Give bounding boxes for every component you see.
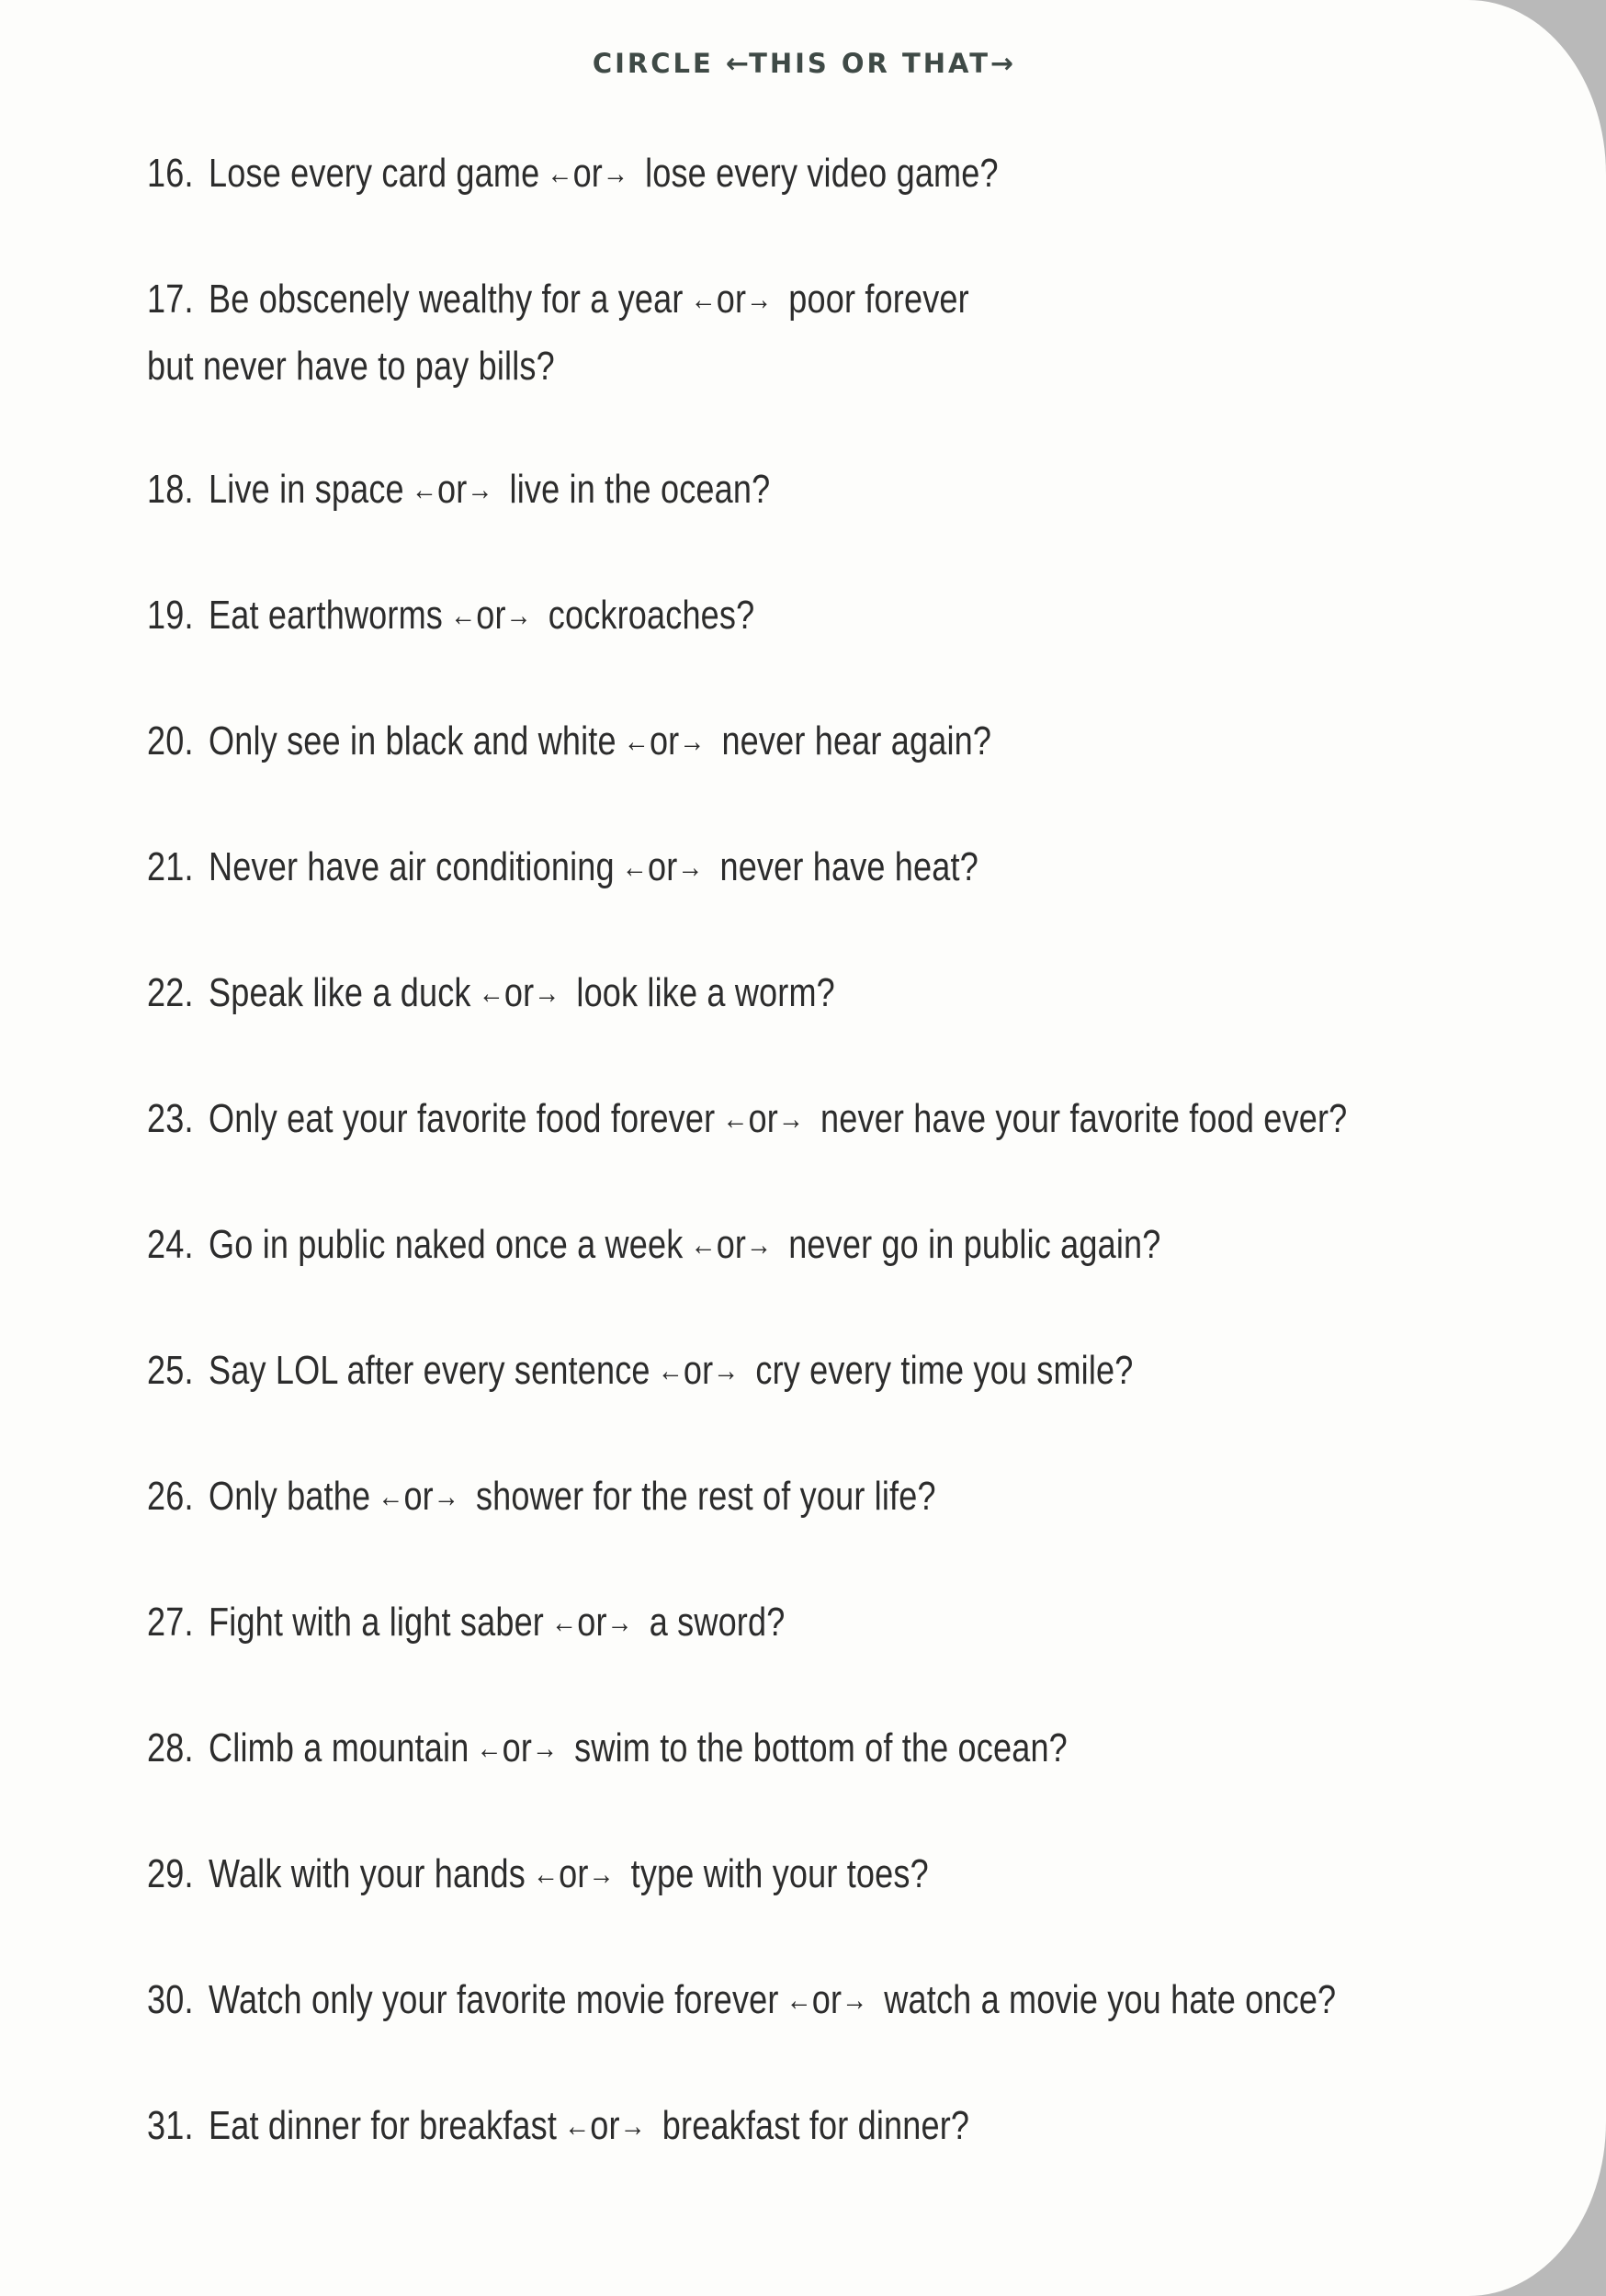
or-separator (533, 1842, 615, 1909)
or-label: or (572, 151, 603, 196)
option-this[interactable]: Say LOL after every sentence (209, 1348, 650, 1393)
option-this[interactable]: Go in public naked once a week (209, 1222, 684, 1267)
option-that[interactable]: watch a movie you hate once? (884, 1977, 1337, 2022)
right-arrow-icon: → (677, 850, 704, 885)
right-arrow-icon: → (467, 472, 493, 507)
option-that[interactable]: swim to the bottom of the ocean? (574, 1725, 1068, 1770)
or-label: or (649, 718, 680, 763)
right-arrow-icon: → (746, 282, 773, 317)
or-separator (691, 267, 773, 334)
option-that[interactable]: look like a worm? (576, 970, 835, 1015)
left-arrow-icon: ← (690, 282, 717, 317)
option-that[interactable]: never have heat? (719, 844, 978, 889)
or-separator (658, 1339, 740, 1406)
option-that[interactable]: cry every time you smile? (755, 1348, 1134, 1393)
left-arrow-icon: ← (564, 2109, 591, 2143)
question-number: 23. (147, 1096, 194, 1141)
left-arrow-icon: ← (478, 976, 504, 1011)
page-header (0, 48, 1606, 80)
or-label: or (590, 2103, 620, 2148)
option-this[interactable]: Never have air conditioning (209, 844, 615, 889)
question-number: 31. (147, 2103, 194, 2148)
header-word-this: THIS (749, 48, 830, 79)
left-arrow-icon: ← (450, 598, 477, 633)
question-number: 28. (147, 1725, 194, 1770)
left-arrow-icon: ← (722, 1102, 749, 1137)
question-item (147, 1339, 1262, 1406)
or-separator (722, 1087, 804, 1154)
left-arrow-icon: ← (551, 1605, 578, 1640)
question-item (147, 835, 1262, 902)
option-that[interactable]: a sword? (649, 1600, 786, 1645)
left-arrow-icon: ← (411, 472, 438, 507)
header-right-arrow-icon: → (990, 48, 1014, 80)
option-this[interactable]: Live in space (209, 467, 404, 512)
header-word-that: THAT (902, 48, 991, 79)
header-left-arrow-icon: ← (725, 48, 750, 80)
option-that[interactable]: never go in public again? (788, 1222, 1161, 1267)
or-label: or (716, 277, 747, 322)
question-item (147, 1590, 1262, 1657)
or-separator (477, 1716, 559, 1783)
option-that-continuation[interactable]: but never have to pay bills? (147, 344, 555, 389)
or-label: or (437, 467, 468, 512)
or-separator (691, 1213, 773, 1280)
option-this[interactable]: Only bathe (209, 1474, 371, 1519)
question-number: 16. (147, 151, 194, 196)
right-arrow-icon: → (532, 1731, 559, 1766)
question-number: 20. (147, 718, 194, 763)
header-word-circle: CIRCLE (592, 48, 714, 79)
question-number: 30. (147, 1977, 194, 2022)
question-item (147, 961, 1262, 1028)
right-arrow-icon: → (679, 724, 706, 759)
or-label: or (748, 1096, 778, 1141)
question-number: 24. (147, 1222, 194, 1267)
option-this[interactable]: Climb a mountain (209, 1725, 469, 1770)
question-number: 29. (147, 1851, 194, 1896)
question-item (147, 583, 1262, 650)
question-item (147, 1716, 1262, 1783)
option-this[interactable]: Speak like a duck (209, 970, 471, 1015)
right-arrow-icon: → (602, 156, 629, 191)
question-number: 27. (147, 1600, 194, 1645)
option-this[interactable]: Only eat your favorite food forever (209, 1096, 716, 1141)
question-number: 18. (147, 467, 194, 512)
right-arrow-icon: → (842, 1983, 868, 2018)
or-separator (622, 835, 704, 902)
question-list (147, 141, 1507, 2220)
option-this[interactable]: Eat dinner for breakfast (209, 2103, 558, 2148)
option-that[interactable]: lose every video game? (645, 151, 999, 196)
option-that[interactable]: shower for the rest of your life? (475, 1474, 936, 1519)
left-arrow-icon: ← (657, 1353, 684, 1388)
right-arrow-icon: → (619, 2109, 646, 2143)
or-label: or (503, 970, 535, 1015)
or-label: or (476, 593, 506, 638)
or-separator (378, 1465, 459, 1532)
question-item (147, 1968, 1337, 2035)
question-item (147, 1087, 1348, 1154)
right-arrow-icon: → (534, 976, 560, 1011)
option-this[interactable]: Fight with a light saber (209, 1600, 544, 1645)
right-arrow-icon: → (588, 1857, 615, 1892)
left-arrow-icon: ← (378, 1479, 404, 1514)
option-that[interactable]: type with your toes? (630, 1851, 929, 1896)
option-this[interactable]: Walk with your hands (209, 1851, 526, 1896)
left-arrow-icon: ← (547, 156, 573, 191)
right-arrow-icon: → (746, 1227, 773, 1262)
header-word-or: OR (841, 48, 890, 79)
question-number: 26. (147, 1474, 194, 1519)
question-item (147, 267, 1262, 399)
or-label: or (647, 844, 678, 889)
right-arrow-icon: → (606, 1605, 633, 1640)
or-separator (564, 2094, 646, 2161)
or-label: or (683, 1348, 714, 1393)
or-label: or (559, 1851, 589, 1896)
option-this[interactable]: Eat earthworms (209, 593, 444, 638)
right-arrow-icon: → (713, 1353, 740, 1388)
question-item (147, 458, 1262, 525)
left-arrow-icon: ← (623, 724, 650, 759)
or-separator (786, 1968, 868, 2035)
right-arrow-icon: → (505, 598, 532, 633)
option-this[interactable]: Watch only your favorite movie forever (209, 1977, 779, 2022)
question-item (147, 1842, 1262, 1909)
option-that[interactable]: cockroaches? (548, 593, 755, 638)
right-arrow-icon: → (433, 1479, 459, 1514)
or-label: or (577, 1600, 607, 1645)
left-arrow-icon: ← (533, 1857, 560, 1892)
question-item (147, 1213, 1262, 1280)
question-number: 25. (147, 1348, 194, 1393)
option-that[interactable]: breakfast for dinner? (662, 2103, 970, 2148)
option-that[interactable]: poor forever (788, 277, 969, 322)
right-arrow-icon: → (777, 1102, 805, 1137)
or-separator (548, 141, 629, 209)
option-that[interactable]: never have your favorite food ever? (820, 1096, 1348, 1141)
or-separator (412, 458, 493, 525)
left-arrow-icon: ← (476, 1731, 503, 1766)
question-item (147, 2094, 1262, 2161)
option-this[interactable]: Be obscenely wealthy for a year (209, 277, 684, 322)
left-arrow-icon: ← (690, 1227, 717, 1262)
option-that[interactable]: never hear again? (721, 718, 992, 763)
question-number: 21. (147, 844, 194, 889)
option-that[interactable]: live in the ocean? (509, 467, 771, 512)
or-separator (479, 961, 560, 1028)
question-number: 22. (147, 970, 194, 1015)
or-separator (624, 709, 706, 776)
option-this[interactable]: Lose every card game (209, 151, 540, 196)
or-separator (450, 583, 532, 650)
left-arrow-icon: ← (786, 1983, 812, 2018)
left-arrow-icon: ← (621, 850, 648, 885)
question-number: 17. (147, 277, 194, 322)
question-item (147, 709, 1262, 776)
or-label: or (716, 1222, 747, 1267)
or-label: or (811, 1977, 843, 2022)
or-label: or (403, 1474, 434, 1519)
or-separator (551, 1590, 633, 1657)
question-item (147, 1465, 1262, 1532)
option-this[interactable]: Only see in black and white (209, 718, 616, 763)
question-number: 19. (147, 593, 194, 638)
question-item (147, 141, 1262, 209)
or-label: or (502, 1725, 533, 1770)
